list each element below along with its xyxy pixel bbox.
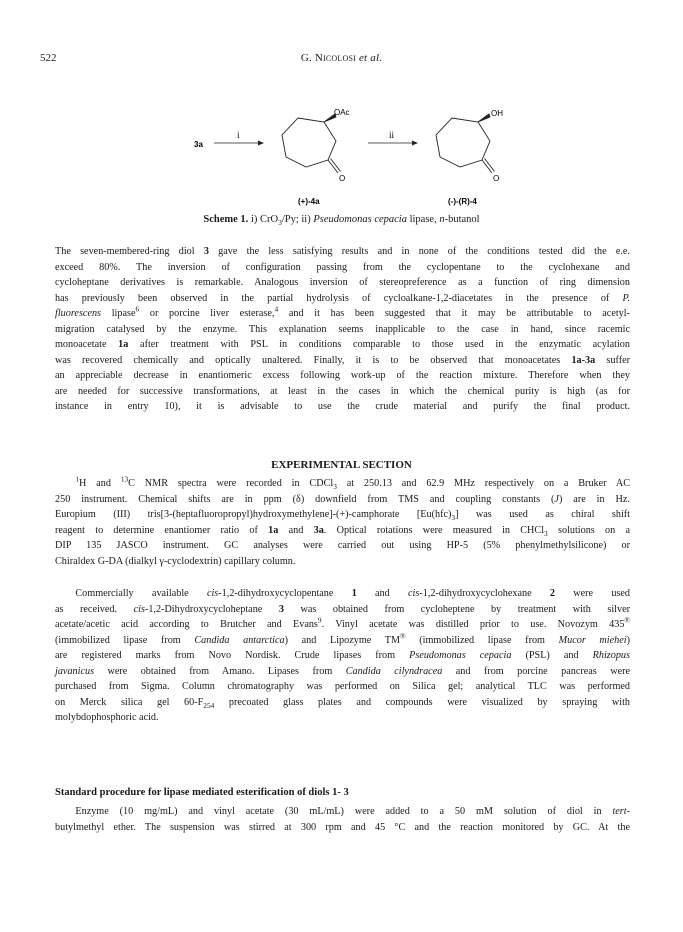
scheme-caption — [0, 214, 683, 228]
section-title: EXPERIMENTAL SECTION — [271, 459, 412, 471]
running-head-suffix: et al. — [358, 52, 383, 64]
running-head-author: G. Nicolosi — [300, 52, 356, 64]
compound-label-4: (-)-(R)-4 — [448, 197, 477, 206]
cycloheptane-ketone-alcohol — [436, 114, 495, 173]
reagent-step-2: ii — [389, 130, 395, 140]
ketone-oxygen-2: O — [493, 174, 500, 183]
ketone-oxygen-1: O — [339, 174, 346, 183]
procedure-paragraph: Enzyme (10 mg/mL) and vinyl acetate (30 mL/mL) were added to a 50 mM solution of diol in tert- butylmethyl ether. The suspension was stirred at 300 rpm and 45 °C and the reaction monitored by GC. At the — [55, 806, 630, 833]
scheme-caption-text: i) CrO$_3$/Py; ii) Pseudomonas cepacia lipase, n-butanol — [250, 214, 480, 228]
reagent-step-1: i — [237, 130, 240, 140]
cycloheptane-ketone-acetate — [282, 114, 341, 173]
scheme-caption-label: Scheme 1. — [203, 214, 249, 225]
arrowhead-step-1 — [258, 141, 264, 146]
nmr-instrumentation-paragraph: $^1$H and $^{13}$C NMR spectra were recorded in CDCl$_3$ at 250.13 and 62.9 MHz respectively on a Bruker AC 250 instrument. Chemical shifts are in ppm (δ) downfield from TMS and coupling constants (J) are in Hz. Europium (III) tris[3-(heptafluoropropyl)hydroxymethylene]-(+)-camphorate $[Eu(hfc)_3]$ was used as chiral shift reagent to determine enantiomer ratio of 1a and 3a. Optical rotations were measured in CHCl$_3$ solutions on a DIP 135 JASCO instrument. GC analyses were carried out using HP-5 (5% phenylmethylsilicone) or Chiraldex G-DA (dialkyl γ-cyclodextrin) capillary column. — [55, 474, 631, 567]
page-number: 522 — [40, 52, 57, 64]
materials-paragraph: Commercially available cis-1,2-dihydroxycyclopentane 1 and cis-1,2-dihydroxycyclohexane 2 were used as received. cis-1,2-Dihydroxycycloheptane 3 was obtained from cycloheptene by treatment with silver acetate/acetic acid according to Brutcher and Evans$^9$. Vinyl acetate was distilled prior to use. Novozym 435® (immobilized lipase from Candida antarctica) and Lipozyme TM® (immobilized lipase from Mucor miehei) are registered marks from Novo Nordisk. Crude lipases from Pseudomonas cepacia (PSL) and Rhizopus javanicus were obtained from Amano. Lipases from Candida cilyndracea and from porcine pancreas were purchased from Sigma. Column chromatography was performed on Silica gel; analytical TLC was performed on Merck silica gel $60-F_{254}$ precoated glass plates and compounds were visualized by spraying with molybdophosphoric acid. — [55, 588, 631, 723]
reaction-scheme — [180, 100, 540, 210]
discussion-paragraph: The seven-membered-ring diol 3 gave the less satisfying results and in none of the conditions tested did the e.e. exceed 80%. The inversion of configuration passing from the cyclopentane to the cyclohexane and cycloheptane derivatives is remarkable. Analogous inversion of stereopreference as a function of ring dimension has previously been observed in the partial hydrolysis of cycloalkane-1,2-diacetates in the presence of P. fluorescens lipase$^6$ or porcine liver esterase,$^4$ and it has been suggested that it may be attributable to acetyl- migration catalysed by the enzyme. This explanation seems inapplicable to the case in hand, since racemic monoacetate 1a after treatment with PSL in conditions comparable to those used in the enzymatic acylation was recovered chemically and optically unaltered. Finally, it is to be observed that monoacetates 1a-3a suffer an appreciable decrease in enantiomeric excess following work-up of the reaction mixture. Therefore when they are needed for successive transformations, at least in the cases in which the chemical purity is high (as for instance in entry 10), it is advisable to use the crude material and purify the final product. — [55, 246, 631, 412]
acetate-substituent: OAc — [334, 108, 350, 117]
arrowhead-step-2 — [412, 141, 418, 146]
compound-label-4a: (+)-4a — [298, 197, 320, 206]
procedure-heading: Standard procedure for lipase mediated esterification of diols 1- 3 — [55, 787, 349, 798]
running-head — [0, 52, 683, 64]
hydroxyl-substituent: OH — [491, 109, 503, 118]
start-compound-label: 3a — [194, 140, 203, 149]
